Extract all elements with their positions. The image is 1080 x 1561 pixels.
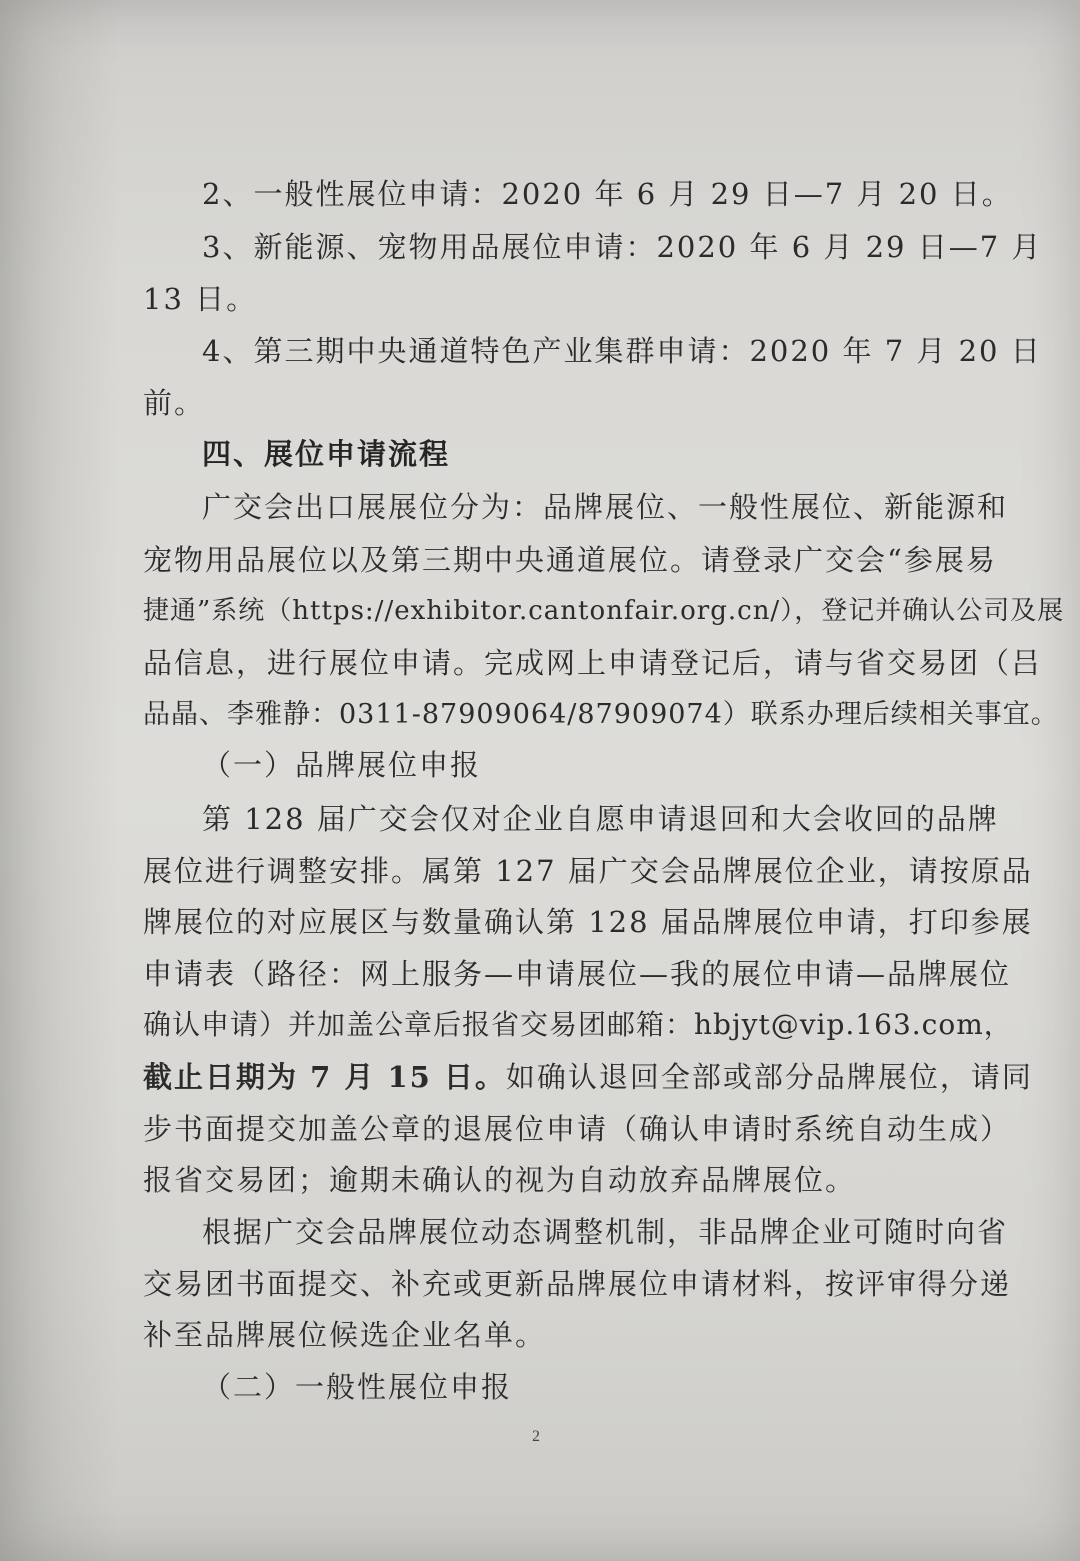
text-line: 前。 — [143, 386, 206, 420]
deadline-rest: 如确认退回全部或部分品牌展位，请同 — [505, 1060, 1033, 1094]
text-line: 4、第三期中央通道特色产业集群申请：2020 年 7 月 20 日 — [202, 334, 1042, 368]
text-line: 展位进行调整安排。属第 127 届广交会品牌展位企业，请按原品 — [143, 854, 1033, 888]
subsection-heading: （一）品牌展位申报 — [202, 748, 482, 782]
subsection-heading: （二）一般性展位申报 — [202, 1370, 513, 1404]
deadline-bold: 截止日期为 7 月 15 日。 — [143, 1060, 506, 1094]
text-line-with-url: 捷通”系统（https://exhibitor.cantonfair.org.cn/），登记并确认公司及展 — [143, 596, 1065, 626]
text-line: 宠物用品展位以及第三期中央通道展位。请登录广交会“参展易 — [143, 543, 997, 577]
text-line: 2、一般性展位申请：2020 年 6 月 29 日—7 月 20 日。 — [202, 177, 1013, 211]
text-line: 品信息，进行展位申请。完成网上申请登记后，请与省交易团（吕 — [143, 646, 1043, 680]
text-line: 第 128 届广交会仅对企业自愿申请退回和大会收回的品牌 — [202, 802, 999, 836]
text-line: 3、新能源、宠物用品展位申请：2020 年 6 月 29 日—7 月 — [202, 230, 1043, 264]
text-line: 13 日。 — [143, 282, 258, 316]
text-line: 牌展位的对应展区与数量确认第 128 届品牌展位申请，打印参展 — [143, 905, 1033, 939]
text-line-contact: 品晶、李雅静：0311-87909064/87909074）联系办理后续相关事宜。 — [143, 699, 1059, 730]
text-line: 申请表（路径：网上服务—申请展位—我的展位申请—品牌展位 — [143, 957, 1012, 991]
text-line: 步书面提交加盖公章的退展位申请（确认申请时系统自动生成） — [143, 1112, 1012, 1146]
text-line: 交易团书面提交、补充或更新品牌展位申请材料，按评审得分递 — [143, 1267, 1012, 1301]
page-number: 2 — [532, 1428, 540, 1445]
text-line: 根据广交会品牌展位动态调整机制，非品牌企业可随时向省 — [202, 1215, 1009, 1249]
text-line: 补至品牌展位候选企业名单。 — [143, 1318, 547, 1352]
section-heading: 四、展位申请流程 — [202, 437, 451, 471]
text-line-email: 确认申请）并加盖公章后报省交易团邮箱：hbjyt@vip.163.com， — [143, 1008, 1013, 1041]
deadline-line — [143, 1057, 1033, 1097]
text-line: 报省交易团；逾期未确认的视为自动放弃品牌展位。 — [143, 1163, 857, 1197]
text-line: 广交会出口展展位分为：品牌展位、一般性展位、新能源和 — [202, 490, 1009, 524]
page-shadow — [0, 0, 120, 1561]
